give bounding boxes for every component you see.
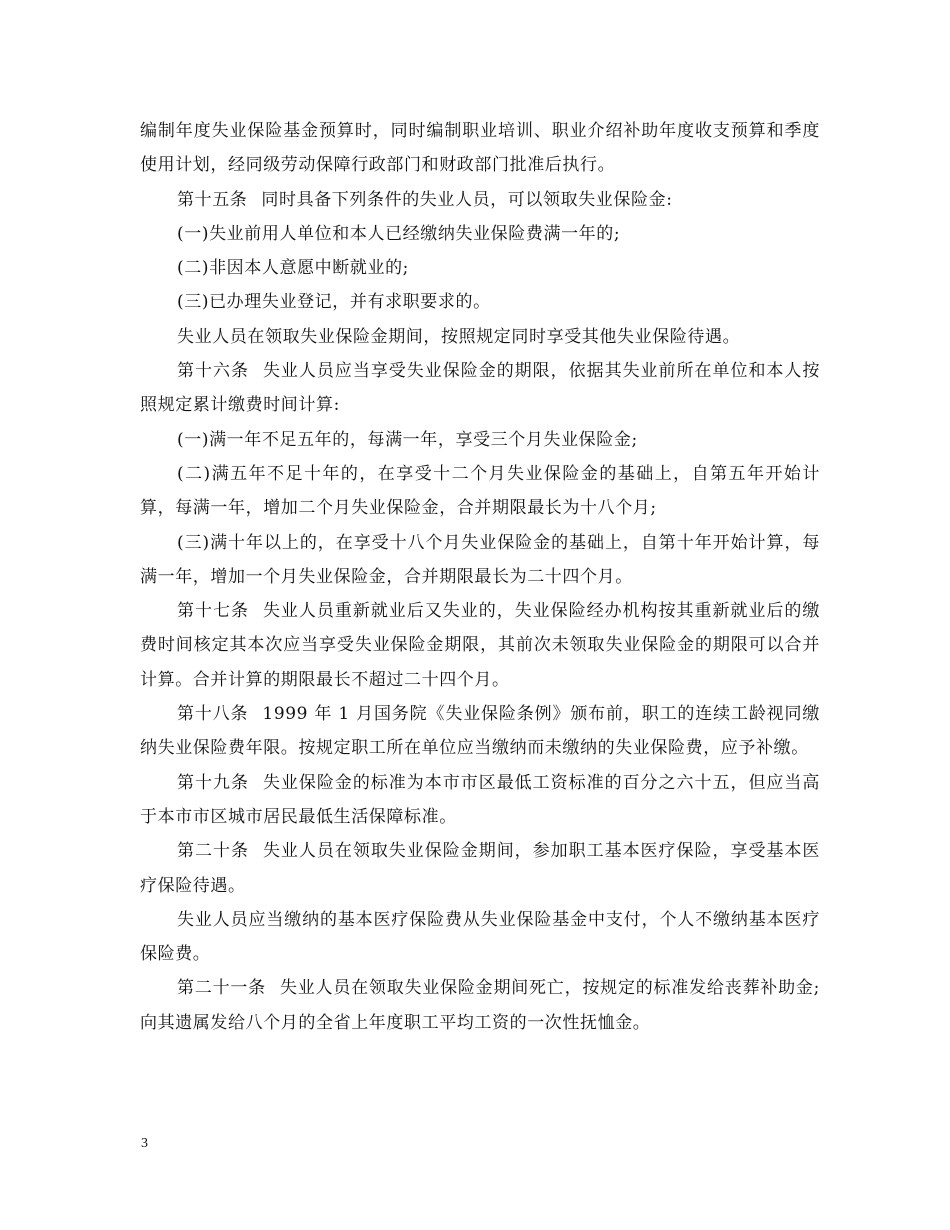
paragraph: (二)满五年不足十年的，在享受十二个月失业保险金的基础上，自第五年开始计算，每满一年，增加二个月失业保险金，合并期限最长为十八个月; — [140, 463, 820, 519]
paragraph: 第十六条 失业人员应当享受失业保险金的期限，依据其失业前所在单位和本人按照规定累计缴费时间计算: — [140, 361, 820, 416]
paragraph: 第二十一条 失业人员在领取失业保险金期间死亡，按规定的标准发给丧葬补助金;向其遗属发给八个月的全省上年度职工平均工资的一次性抚恤金。 — [140, 978, 820, 1033]
paragraph: (二)非因本人意愿中断就业的; — [177, 258, 409, 279]
paragraph: 第十九条 失业保险金的标准为本市市区最低工资标准的百分之六十五，但应当高于本市市区城市居民最低生活保障标准。 — [140, 772, 820, 827]
document-body — [140, 114, 820, 1040]
paragraph: 第十八条 1999 年 1 月国务院《失业保险条例》颁布前，职工的连续工龄视同缴纳失业保险费年限。按规定职工所在单位应当缴纳而未缴纳的失业保险费，应予补缴。 — [140, 704, 820, 759]
paragraph: (三)已办理失业登记，并有求职要求的。 — [177, 292, 491, 313]
paragraph: (一)满一年不足五年的，每满一年，享受三个月失业保险金; — [177, 429, 638, 450]
article-number: 第十六条 — [177, 361, 249, 382]
paragraph: 第二十条 失业人员在领取失业保险金期间，参加职工基本医疗保险，享受基本医疗保险待遇。 — [140, 841, 820, 896]
article-number: 第十八条 — [177, 704, 249, 725]
article-number: 第十九条 — [177, 772, 249, 793]
paragraph: (一)失业前用人单位和本人已经缴纳失业保险费满一年的; — [177, 223, 621, 244]
article-number: 第十五条 — [177, 189, 248, 210]
paragraph: 失业人员在领取失业保险金期间，按照规定同时享受其他失业保险待遇。 — [177, 326, 741, 347]
paragraph: (三)满十年以上的，在享受十八个月失业保险金的基础上，自第十年开始计算，每满一年，增加一个月失业保险金，合并期限最长为二十四个月。 — [140, 532, 820, 587]
page-number: 3 — [141, 1136, 148, 1151]
paragraph: 第十五条 同时具备下列条件的失业人员，可以领取失业保险金: — [177, 189, 673, 210]
paragraph: 失业人员应当缴纳的基本医疗保险费从失业保险基金中支付，个人不缴纳基本医疗保险费。 — [140, 909, 820, 965]
article-number: 第二十一条 — [177, 978, 266, 999]
paragraph: 编制年度失业保险基金预算时，同时编制职业培训、职业介绍补助年度收支预算和季度使用计划，经同级劳动保障行政部门和财政部门批准后执行。 — [140, 121, 820, 176]
article-number: 第二十条 — [177, 841, 249, 862]
article-number: 第十七条 — [177, 601, 249, 622]
paragraph: 第十七条 失业人员重新就业后又失业的，失业保险经办机构按其重新就业后的缴费时间核定其本次应当享受失业保险金期限，其前次未领取失业保险金的期限可以合并计算。合并计算的期限最长不超过二十四个月。 — [140, 601, 820, 690]
